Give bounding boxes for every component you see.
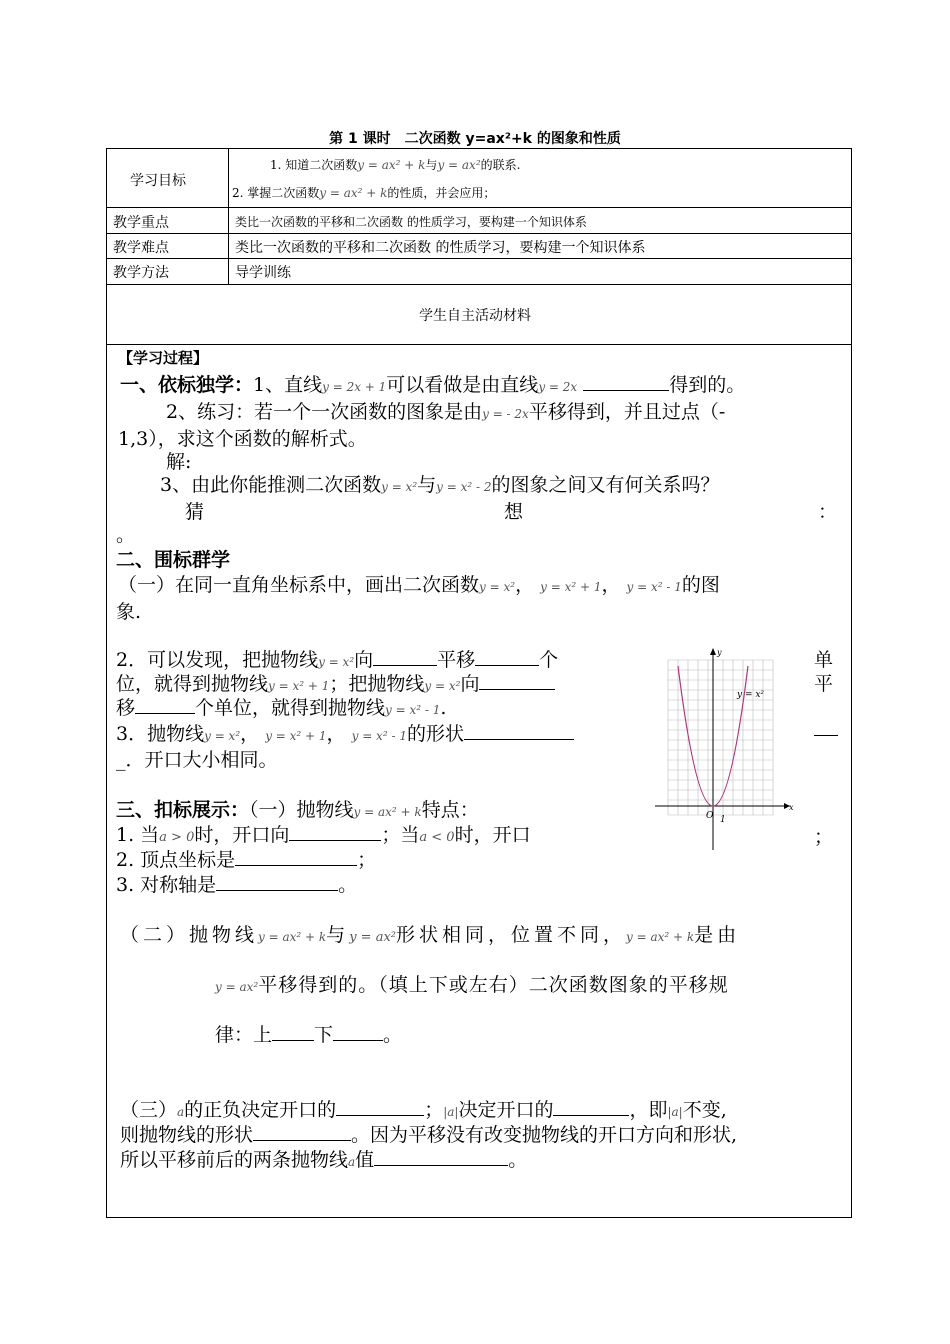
- s3-item2: 2. 顶点坐标是 ；: [116, 849, 377, 871]
- graph-origin: O: [706, 811, 714, 821]
- guess-end: 。: [116, 524, 136, 546]
- graph-x: x: [789, 803, 794, 812]
- s2-title: 二、围标群学: [116, 549, 231, 571]
- difficulty-label: 教学难点: [113, 240, 169, 256]
- method-text: 导学训练: [235, 265, 291, 281]
- page-title: 第 1 课时 二次函数 y=ax²+k 的图象和性质: [329, 131, 621, 147]
- goal-2: 2. 掌握二次函数y = ax² + k的性质，并会应用；: [232, 186, 496, 200]
- s1-q2: 2、练习：若一个一次函数的图象是由y = - 2x平移得到，并且过点（-: [166, 401, 726, 423]
- graph-label: y = x²: [737, 690, 765, 700]
- goal-1: 1. 知道二次函数y = ax² + k与y = ax²的联系.: [270, 158, 521, 172]
- guess-1: 猜: [185, 501, 205, 523]
- s1-q3: 3、由此你能推测二次函数y = x²与y = x² - 2的图象之间又有何关系吗？: [160, 474, 720, 496]
- s3-part3: （三）a的正负决定开口的 ；|a|决定开口的 ，即|a|不变,: [120, 1099, 727, 1121]
- s3-part2: （二）抛物线y = ax² + k与y = ax²形状相同，位置不同，y = ax² + k是由: [120, 924, 741, 946]
- s1-solve: 解:: [166, 451, 192, 473]
- s1-q1: 一、依标独学：1、直线y = 2x + 1可以看做是由直线y = 2x 得到的。: [120, 374, 746, 396]
- s2-p1: （一）在同一直角坐标系中，画出二次函数y = x²， y = x² + 1， y = x² - 1的图: [118, 574, 720, 596]
- s2-item3-cont: _．开口大小相同。: [116, 749, 278, 771]
- row-divider: [106, 258, 852, 259]
- s3-title: 三、扣标展示：（一）抛物线y = ax² + k特点：: [116, 799, 479, 821]
- goals-label: 学习目标: [130, 173, 186, 189]
- s3-part2-line3: 律：上 下 。: [215, 1024, 403, 1046]
- column-divider: [228, 148, 229, 284]
- s2-item2: 2．可以发现，把抛物线y = x²向 平移 个: [116, 649, 559, 671]
- s2-item2-line2: 位，就得到抛物线y = x² + 1；把抛物线y = x²向: [116, 669, 555, 696]
- method-label: 教学方法: [113, 265, 169, 281]
- s3-item3: 3. 对称轴是 。: [116, 874, 358, 896]
- s2-p1-cont: 象.: [116, 601, 142, 623]
- graph-one: 1: [720, 815, 726, 825]
- row-divider: [106, 344, 852, 345]
- s2-item2-line3: 移 个单位，就得到抛物线y = x² - 1.: [116, 697, 447, 719]
- s3-item1-end: ；: [814, 826, 834, 848]
- parabola-graph: [650, 640, 800, 852]
- guess-colon: ：: [818, 501, 838, 523]
- row-divider: [106, 233, 852, 234]
- s3-part2-line2: y = ax²平移得到的。（填上下或左右）二次函数图象的平移规: [215, 974, 729, 996]
- difficulty-text: 类比一次函数的平移和二次函数 的性质学习，要构建一个知识体系: [235, 240, 646, 256]
- s2-item2-ping: 平: [814, 673, 834, 695]
- focus-text: 类比一次函数的平移和二次函数 的性质学习，要构建一个知识体系: [235, 215, 587, 229]
- s3-part3-line3: 所以平移前后的两条抛物线a值 。: [120, 1149, 528, 1171]
- s2-item3: 3．抛物线y = x²， y = x² + 1， y = x² - 1的形状: [116, 719, 574, 746]
- s1-q2-cont: 1,3），求这个函数的解析式。: [118, 428, 367, 450]
- material-label: 学生自主活动材料: [419, 308, 531, 324]
- row-divider: [106, 284, 852, 285]
- s3-item1: 1. 当a > 0时，开口向 ；当a < 0时，开口: [116, 824, 531, 846]
- s3-part3-line2: 则抛物线的形状 。因为平移没有改变抛物线的开口方向和形状,: [120, 1124, 738, 1146]
- focus-label: 教学重点: [113, 215, 169, 231]
- guess-2: 想: [504, 501, 524, 523]
- process-heading: 【学习过程】: [118, 349, 209, 367]
- s2-item2-unit: 单: [814, 649, 834, 671]
- blank-line: [814, 735, 838, 736]
- graph-y: y: [717, 648, 722, 657]
- row-divider: [106, 207, 852, 208]
